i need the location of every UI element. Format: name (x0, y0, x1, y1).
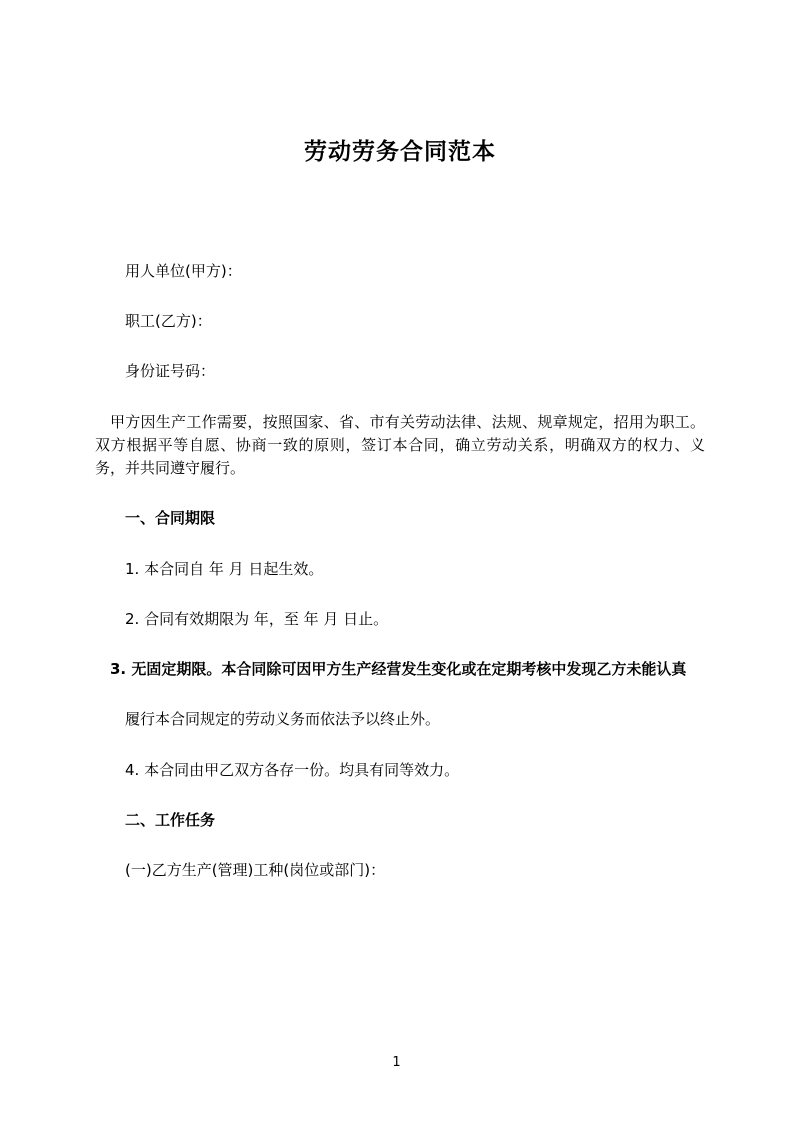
paragraph-term-item-4: 4. 本合同由甲乙双方各存一份。均具有同等效力。 (125, 760, 460, 779)
section-heading-contract-term: 一、合同期限 (125, 509, 216, 528)
paragraph-term-item-2: 2. 合同有效期限为 年，至 年 月 日止。 (125, 609, 389, 628)
paragraph-term-item-1: 1. 本合同自 年 月 日起生效。 (125, 559, 324, 578)
paragraph-work-duties-item-1: (一)乙方生产(管理)工种(岗位或部门)： (125, 861, 386, 880)
page-title: 劳动劳务合同范本 (304, 139, 496, 165)
paragraph-term-item-3-continued: 履行本合同规定的劳动义务而依法予以终止外。 (125, 710, 441, 729)
paragraph-term-item-3: 3. 无固定期限。本合同除可因甲方生产经营发生变化或在定期考核中发现乙方未能认真 (110, 660, 687, 679)
paragraph-id-number-line: 身份证号码： (125, 362, 216, 381)
page-number: 1 (392, 1055, 401, 1070)
section-heading-work-duties: 二、工作任务 (125, 810, 216, 829)
document-body (95, 0, 705, 909)
paragraph-list (95, 260, 705, 883)
paragraph-employee-line: 职工(乙方)： (125, 312, 212, 331)
paragraph-employer-line: 用人单位(甲方)： (125, 261, 242, 280)
paragraph-preamble: 甲方因生产工作需要，按照国家、省、市有关劳动法律、法规、规章规定，招用为职工。双方根据平等自愿、协商一致的原则，签订本合同，确立劳动关系，明确双方的权力、义务，并共同遵守履行。 (95, 412, 705, 478)
